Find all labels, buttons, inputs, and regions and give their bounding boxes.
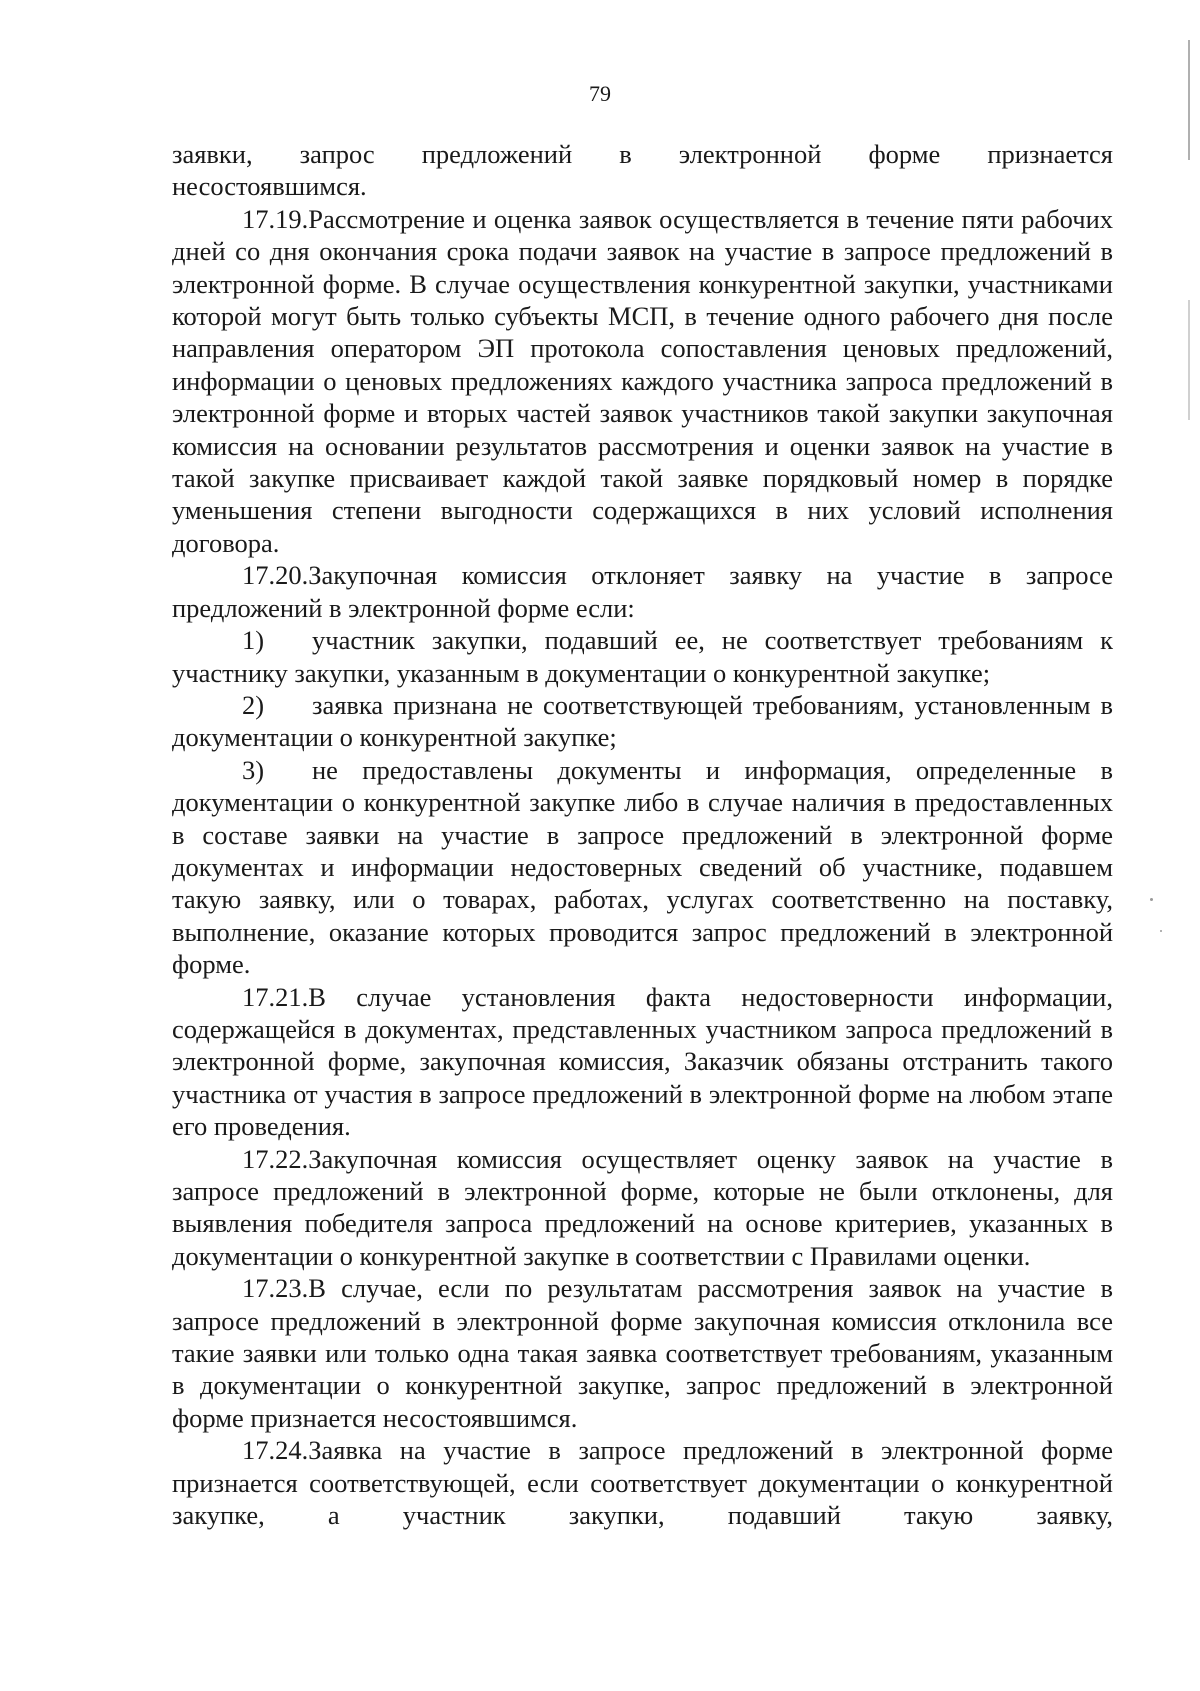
list-item-1 (172, 624, 1113, 689)
list-item-number: 2) (242, 689, 265, 720)
paragraph-17-22: 17.22.Закупочная комиссия осуществляет оценку заявок на участие в запросе предложений в электронной форме, которые не были отклонены, для выявления победителя запроса предложений на основе критериев, указанных в документации о конкурентной закупке в соответствии с Правилами оценки. (172, 1143, 1113, 1271)
continuation-line-2: несостоявшимся. (172, 171, 367, 202)
list-item-3 (172, 754, 1113, 981)
paragraph-17-24: 17.24.Заявка на участие в запросе предложений в электронной форме признается соответствующей, если соответствует документации о конкурентной закупке, а участник закупки, подавший такую заявку, (172, 1435, 1113, 1531)
list-item-number: 1) (242, 625, 265, 656)
list-item-text: не предоставлены документы и информация, определенные в документации о конкурентной закупке либо в случае наличия в предоставленных в составе заявки на участие в запросе предложений в электронной форме документах и информации недостоверных сведений об участнике, подавшем такую заявку, или о товарах, работах, услугах соответственно на поставку, выполнение, оказание которых проводится запрос предложений в электронной форме. (172, 754, 1113, 980)
paragraph-17-21: 17.21.В случае установления факта недостоверности информации, содержащейся в документах, представленных участником запроса предложений в электронной форме, закупочная комиссия, Заказчик обязаны отстранить такого участника от участия в запросе предложений в электронной форме на любом этапе его проведения. (172, 981, 1113, 1142)
paragraph-17-20: 17.20.Закупочная комиссия отклоняет заявку на участие в запросе предложений в электронной форме если: (172, 560, 1113, 623)
paragraph-17-23: 17.23.В случае, если по результатам рассмотрения заявок на участие в запросе предложений в электронной форме закупочная комиссия отклонила все такие заявки или только одна такая заявка соответствует требованиям, указанным в документации о конкурентной закупке, запрос предложений в электронной форме признается несостоявшимся. (172, 1273, 1113, 1433)
paragraph-17-19: 17.19.Рассмотрение и оценка заявок осуществляется в течение пяти рабочих дней со дня окончания срока подачи заявок на участие в запросе предложений в электронной форме. В случае осуществления конкурентной закупки, участниками которой могут быть только субъекты МСП, в течение одного рабочего дня после направления оператором ЭП протокола сопоставления ценовых предложений, информации о ценовых предложениях каждого участника запроса предложений в электронной форме и вторых частей заявок участников такой закупки закупочная комиссия на основании результатов рассмотрения и оценки заявок на участие в такой закупке присваивает каждой такой заявке порядковый номер в порядке уменьшения степени выгодности содержащихся в них условий исполнения договора. (172, 203, 1113, 558)
list-item-2 (172, 689, 1113, 754)
scan-edge-line (1188, 300, 1190, 420)
list-item-text: заявка признана не соответствующей требованиям, установленным в документации о конкурентной закупке; (172, 689, 1113, 753)
scan-speck (1160, 930, 1162, 932)
scan-edge-line (1188, 40, 1190, 160)
page-number: 79 (589, 81, 611, 106)
list-item-number: 3) (242, 754, 265, 785)
continuation-line-1: заявки, запрос предложений в электронной форме признается (172, 139, 1113, 169)
list-item-text: участник закупки, подавший ее, не соответствует требованиям к участнику закупки, указанным в документации о конкурентной закупке; (172, 625, 1113, 688)
document-body (172, 138, 1113, 1531)
scan-speck (1150, 898, 1153, 901)
